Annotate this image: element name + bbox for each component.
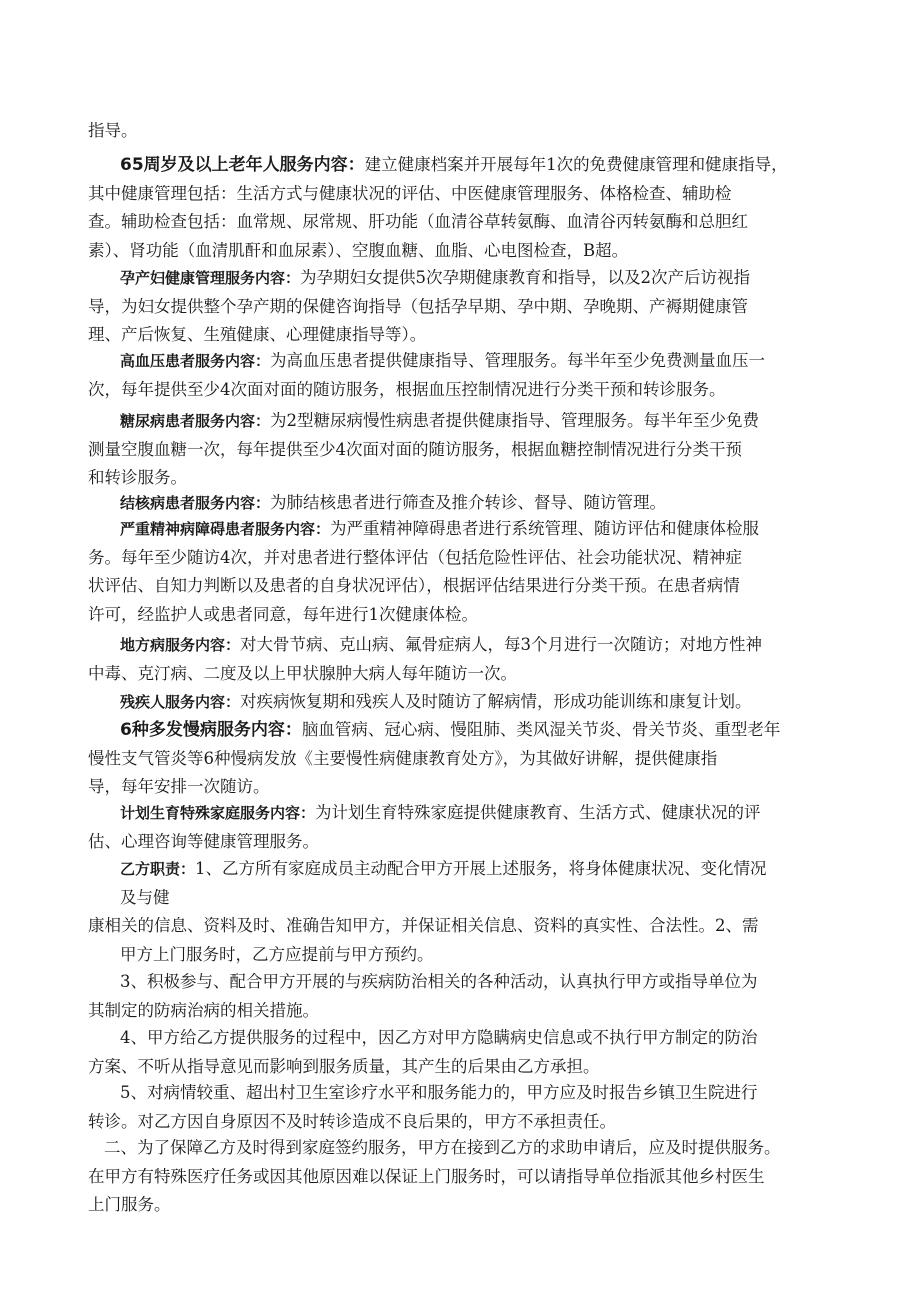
text-line: 4、甲方给乙方提供服务的过程中，因乙方对甲方隐瞒病史信息或不执行甲方制定的防治 (120, 1028, 758, 1047)
text-line: 查。辅助检查包括：血常规、尿常规、肝功能（血清谷草转氨酶、血清谷丙转氨酶和总胆红 (88, 212, 748, 231)
text-line: 慢性支气管炎等6种慢病发放《主要慢性病健康教育处方》，为其做好讲解，提供健康指 (88, 748, 718, 768)
text-line: 次，每年提供至少4次面对面的随访服务，根据血压控制情况进行分类干预和转诊服务。 (88, 379, 726, 399)
text-line: 6种多发慢病服务内容：脑血管病、冠心病、慢阻肺、类风湿关节炎、骨关节炎、重型老年 (120, 720, 781, 740)
section-heading: 6种多发慢病服务内容： (120, 720, 302, 740)
paragraph-duty-3 (88, 968, 836, 1025)
text-line: 和转诊服务。 (88, 468, 187, 487)
text-line: 65周岁及以上老年人服务内容：建立健康档案并开展每年1次的免费健康管理和健康指导， (120, 155, 788, 175)
paragraph-mental-disorder (88, 515, 836, 629)
text-line: 其制定的防病治病的相关措施。 (88, 1000, 319, 1020)
text-line: 5、对病情较重、超出村卫生室诊疗水平和服务能力的，甲方应及时报告乡镇卫生院进行 (120, 1083, 758, 1102)
text-line: 方案、不听从指导意见而影响到服务质量，其产生的后果由乙方承担。 (88, 1056, 600, 1076)
section-heading: 计划生育特殊家庭服务内容： (120, 804, 316, 822)
text-line: 高血压患者服务内容：为高血压患者提供健康指导、管理服务。每半年至少免费测量血压一 (120, 351, 766, 370)
paragraph-chronic-disease (88, 716, 836, 802)
paragraph-maternal (88, 264, 836, 350)
text-line: 素）、肾功能（血清肌酐和血尿素）、空腹血糖、血脂、心电图检查，B超。 (88, 240, 629, 260)
text-line: 其中健康管理包括：生活方式与健康状况的评估、中医健康管理服务、体格检查、辅助检 (88, 183, 732, 203)
text-line: 二、为了保障乙方及时得到家庭签约服务，甲方在接到乙方的求助申请后，应及时提供服务。 (104, 1138, 781, 1157)
text-line: 导，为妇女提供整个孕产期的保健咨询指导（包括孕早期、孕中期、孕晚期、产褥期健康管 (88, 296, 748, 316)
section-heading: 残疾人服务内容： (120, 693, 241, 711)
paragraph-endemic (88, 631, 836, 688)
text-line: 残疾人服务内容：对疾病恢复期和残疾人及时随访了解病情，形成功能训练和康复计划。 (120, 692, 752, 711)
paragraph-elderly-65 (88, 151, 836, 265)
text-line: 地方病服务内容：对大骨节病、克山病、氟骨症病人，每3个月进行一次随访；对地方性神 (120, 635, 763, 654)
paragraph-duty-4 (88, 1024, 836, 1081)
text-line: 务。每年至少随访4次，并对患者进行整体评估（包括危险性评估、社会功能状况、精神症 (88, 547, 742, 567)
text-line: 在甲方有特殊医疗任务或因其他原因难以保证上门服务时，可以请指导单位指派其他乡村医生 (88, 1166, 765, 1186)
text-line: 严重精神病障碍患者服务内容：为严重精神障碍患者进行系统管理、随访评估和健康体检服 (120, 519, 760, 538)
section-heading: 孕产妇健康管理服务内容： (120, 269, 301, 287)
text-line: 乙方职责：1、乙方所有家庭成员主动配合甲方开展上述服务，将身体健康状况、变化情况 (120, 859, 767, 878)
paragraph-diabetes (88, 407, 836, 493)
text-line: 转诊。对乙方因自身原因不及时转诊造成不良后果的，甲方不承担责任。 (88, 1111, 616, 1131)
paragraph-guidance-tail (88, 117, 836, 146)
text-line: 孕产妇健康管理服务内容：为孕期妇女提供5次孕期健康教育和指导，以及2次产后访视指 (120, 268, 751, 287)
paragraph-tuberculosis (88, 489, 836, 518)
paragraph-family-planning (88, 799, 836, 856)
text-line: 理、产后恢复、生殖健康、心理健康指导等）。 (88, 325, 427, 344)
text-line: 甲方上门服务时，乙方应提前与甲方预约。 (120, 944, 434, 964)
text-line: 估、心理咨询等健康管理服务。 (88, 831, 319, 851)
paragraph-party-b-duties (88, 855, 836, 969)
text-line: 糖尿病患者服务内容：为2型糖尿病慢性病患者提供健康指导、管理服务。每半年至少免费 (120, 411, 760, 430)
section-heading: 结核病患者服务内容： (120, 494, 271, 512)
section-heading: 严重精神病障碍患者服务内容： (120, 520, 331, 538)
section-heading: 乙方职责： (120, 860, 196, 878)
section-heading: 高血压患者服务内容： (120, 352, 271, 370)
text-line: 上门服务。 (88, 1195, 171, 1214)
text-line: 及与健 (120, 887, 170, 907)
text-line: 结核病患者服务内容：为肺结核患者进行筛查及推介转诊、督导、随访管理。 (120, 493, 667, 512)
text-line: 康相关的信息、资料及时、准确告知甲方，并保证相关信息、资料的真实性、合法性。2、需 (88, 916, 759, 935)
paragraph-clause-two (88, 1134, 836, 1220)
text-line: 中毒、克汀病、二度及以上甲状腺肿大病人每年随访一次。 (88, 663, 517, 683)
text-line: 计划生育特殊家庭服务内容：为计划生育特殊家庭提供健康教育、生活方式、健康状况的评 (120, 803, 761, 822)
text-line: 导，每年安排一次随访。 (88, 777, 270, 796)
section-heading: 地方病服务内容： (120, 636, 241, 654)
text-line: 状评估、自知力判断以及患者的自身状况评估），根据评估结果进行分类干预。在患者病情 (88, 576, 740, 595)
section-heading: 65周岁及以上老年人服务内容： (120, 155, 365, 175)
paragraph-hypertension (88, 347, 836, 404)
text-line: 3、积极参与、配合甲方开展的与疾病防治相关的各种活动，认真执行甲方或指导单位为 (120, 972, 758, 991)
text-line: 指导。 (88, 121, 138, 140)
text-line: 测量空腹血糖一次，每年提供至少4次面对面的随访服务，根据血糖控制情况进行分类干预 (88, 439, 742, 459)
paragraph-disabled (88, 688, 836, 717)
paragraph-duty-5 (88, 1079, 836, 1136)
section-heading: 糖尿病患者服务内容： (120, 412, 271, 430)
text-line: 许可，经监护人或患者同意，每年进行1次健康体检。 (88, 604, 478, 624)
